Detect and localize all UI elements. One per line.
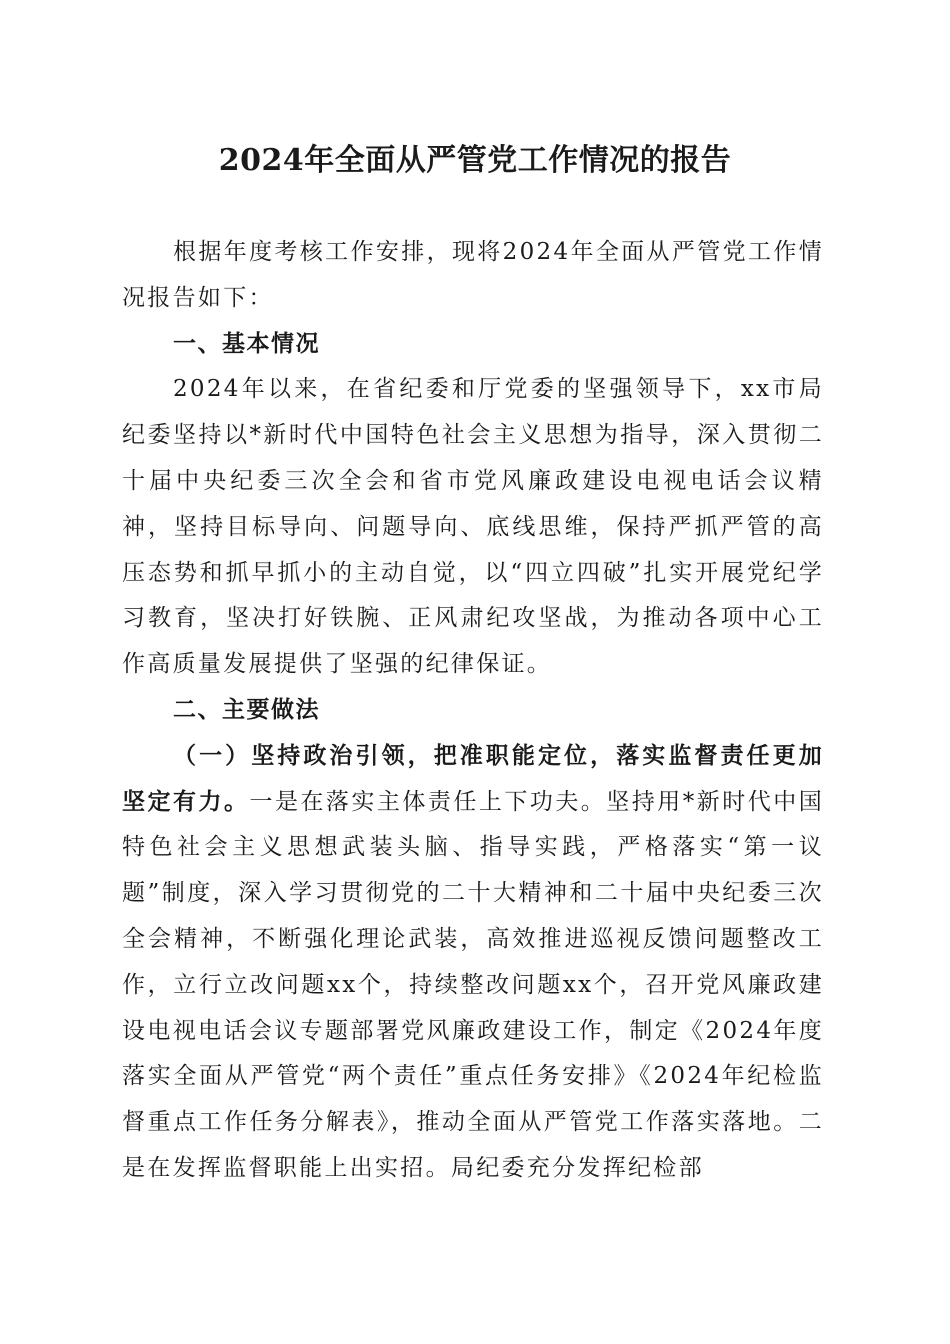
subsection-text: 一是在落实主体责任上下功夫。坚持用*新时代中国特色社会主义思想武装头脑、指导实践，严格落实“第一议题”制度，深入学习贯彻党的二十大精神和二十届中央纪委三次全会精神，不断强化理论武装，高效推进巡视反馈问题整改工作，立行立改问题xx个，持续整改问题xx个，召开党风廉政建设电视电话会议专题部署党风廉政建设工作，制定《2024年度落实全面从严管党“两个责任”重点任务安排》《2024年纪检监督重点工作任务分解表》，推动全面从严管党工作落实落地。二是在发挥监督职能上出实招。局纪委充分发挥纪检部 [122, 788, 825, 1181]
section-basic-paragraph: 2024年以来，在省纪委和厅党委的坚强领导下，xx市局纪委坚持以*新时代中国特色社会主义思想为指导，深入贯彻二十届中央纪委三次全会和省市党风廉政建设电视电话会议精神，坚持目标导向、问题导向、底线思维，保持严抓严管的高压态势和抓早抓小的主动自觉，以“四立四破”扎实开展党纪学习教育，坚决打好铁腕、正风肃纪攻坚战，为推动各项中心工作高质量发展提供了坚强的纪律保证。 [122, 376, 824, 678]
section-heading-basic: 一、基本情况 [173, 330, 320, 357]
intro-paragraph: 根据年度考核工作安排，现将2024年全面从严管党工作情况报告如下： [122, 239, 824, 311]
section-heading-practices: 二、主要做法 [173, 696, 320, 723]
subsection-title: （一）坚持政治引领，把准职能定位，落实监督责任更加坚定有力。 [122, 742, 824, 815]
document-body [122, 230, 824, 1192]
section-practices-paragraph [122, 734, 824, 1192]
document-title: 2024年全面从严管党工作情况的报告 [218, 143, 732, 178]
